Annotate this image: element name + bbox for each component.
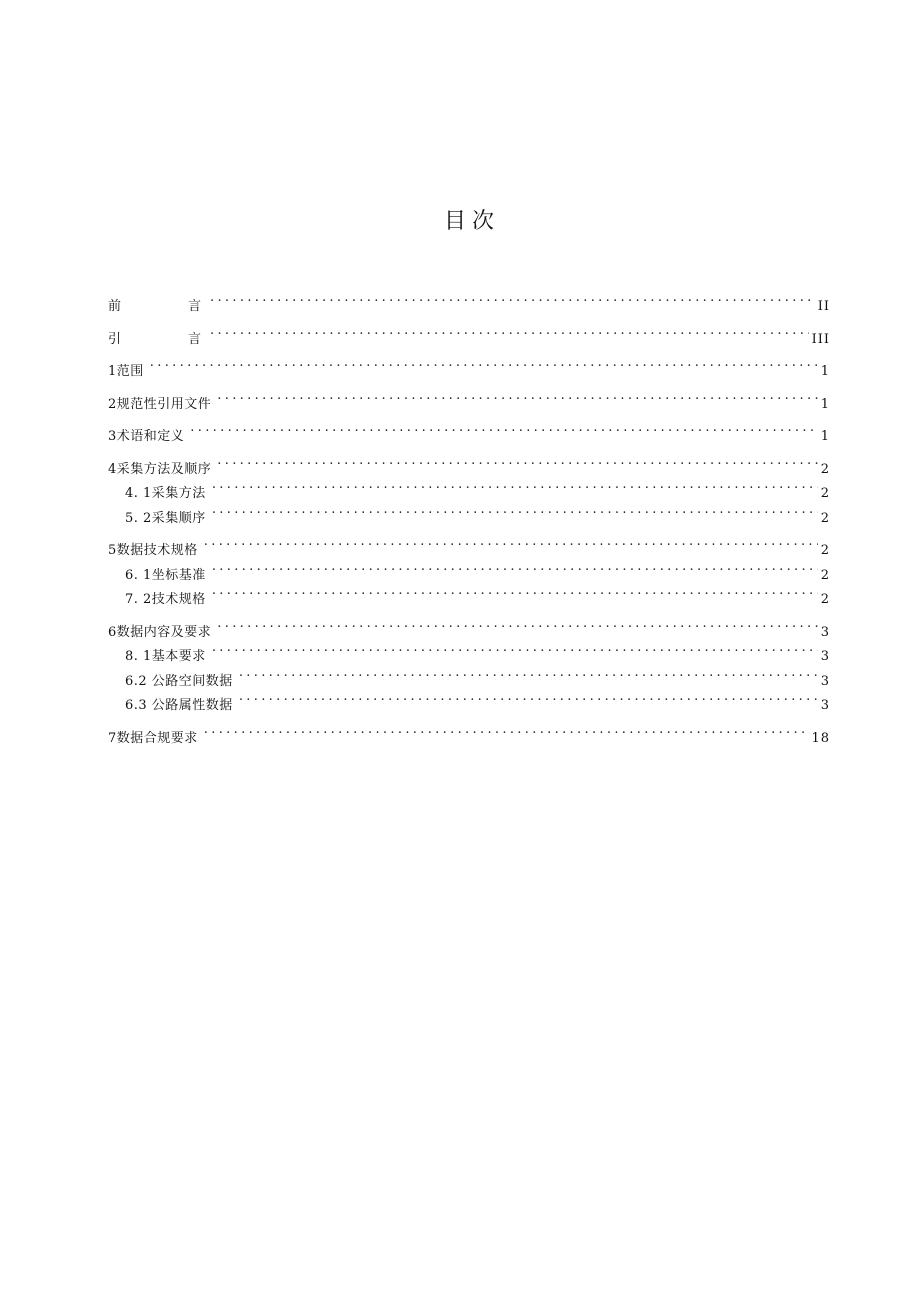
toc-page-number: 3 [820, 673, 830, 689]
toc-page-number: 1 [820, 364, 830, 379]
toc-page-number: 1 [820, 429, 830, 444]
toc-entry-label: 6.2 公路空间数据 [125, 673, 233, 689]
toc-entry-label-char: 前 [108, 299, 122, 314]
toc-dot-leader [217, 449, 817, 473]
toc-entry-label: 6. 1坐标基准 [125, 567, 206, 583]
toc-entry[interactable] [108, 661, 830, 689]
toc-entry-label: 5. 2采集顺序 [125, 510, 206, 526]
toc-entry-label-char: 言 [188, 299, 202, 314]
toc-dot-leader [212, 579, 818, 603]
toc-page-number: 2 [820, 510, 830, 526]
toc-dot-leader [210, 286, 815, 310]
toc-title: 目次 [443, 209, 500, 234]
toc-entry-label-char: 引 [108, 331, 122, 347]
toc-entry[interactable] [108, 718, 830, 746]
toc-page-number: 2 [820, 486, 830, 501]
toc-page-number: 3 [820, 649, 830, 664]
toc-entry[interactable] [108, 319, 830, 347]
toc-entry[interactable] [108, 416, 830, 444]
toc-entry[interactable] [108, 555, 830, 583]
toc-entry[interactable] [108, 286, 830, 314]
toc-page-number: II [817, 299, 830, 314]
toc-dot-leader [212, 498, 818, 522]
toc-entry[interactable] [108, 530, 830, 558]
toc-page-number: 2 [820, 461, 830, 477]
toc-entry[interactable] [108, 384, 830, 412]
toc-entry-label: 2规范性引用文件 [108, 396, 212, 412]
toc-dot-leader [212, 473, 818, 497]
toc-entry-label: 5数据技术规格 [108, 543, 198, 558]
toc-entry-label: 3术语和定义 [108, 429, 185, 444]
toc-page-number: 3 [820, 698, 830, 713]
toc-dot-leader [204, 530, 818, 554]
toc-entry-label: 4. 1采集方法 [125, 486, 206, 501]
toc-dot-leader [217, 612, 817, 636]
toc-entry-label: 6数据内容及要求 [108, 624, 212, 640]
toc-entry-label [108, 295, 204, 319]
toc-entry-label: 1范围 [108, 364, 144, 379]
toc-entry[interactable] [108, 473, 830, 501]
toc-dot-leader [150, 351, 818, 375]
toc-entry-label [108, 328, 204, 352]
toc-entry[interactable] [108, 351, 830, 379]
toc-entry[interactable] [108, 498, 830, 526]
toc-entry[interactable] [108, 612, 830, 640]
toc-entry-label-char: 言 [188, 331, 202, 347]
toc-dot-leader [190, 416, 817, 440]
toc-entry-label: 4采集方法及顺序 [108, 461, 212, 477]
toc-entry-label: 7数据合规要求 [108, 730, 198, 746]
toc-dot-leader [239, 661, 818, 685]
toc-entry[interactable] [108, 636, 830, 664]
toc-dot-leader [212, 636, 818, 660]
toc-entry[interactable] [108, 579, 830, 607]
toc-entry-label: 8. 1基本要求 [125, 649, 206, 664]
toc-page-number: III [811, 331, 830, 347]
toc-page-number: 2 [820, 567, 830, 583]
toc-dot-leader [212, 555, 818, 579]
toc-dot-leader [239, 685, 818, 709]
toc-page-number: 1 [820, 396, 830, 412]
toc-entry[interactable] [108, 449, 830, 477]
toc-dot-leader [204, 718, 809, 742]
toc-entry-label: 6.3 公路属性数据 [125, 698, 233, 713]
toc-dot-leader [217, 384, 817, 408]
toc-page-number: 3 [820, 624, 830, 640]
toc-entry[interactable] [108, 685, 830, 713]
toc-page-number: 2 [820, 592, 830, 607]
toc-entry-label: 7. 2技术规格 [125, 592, 206, 607]
toc-page-number: 2 [820, 543, 830, 558]
table-of-contents [108, 286, 830, 746]
toc-page-number: 18 [811, 730, 830, 746]
toc-dot-leader [210, 319, 809, 343]
